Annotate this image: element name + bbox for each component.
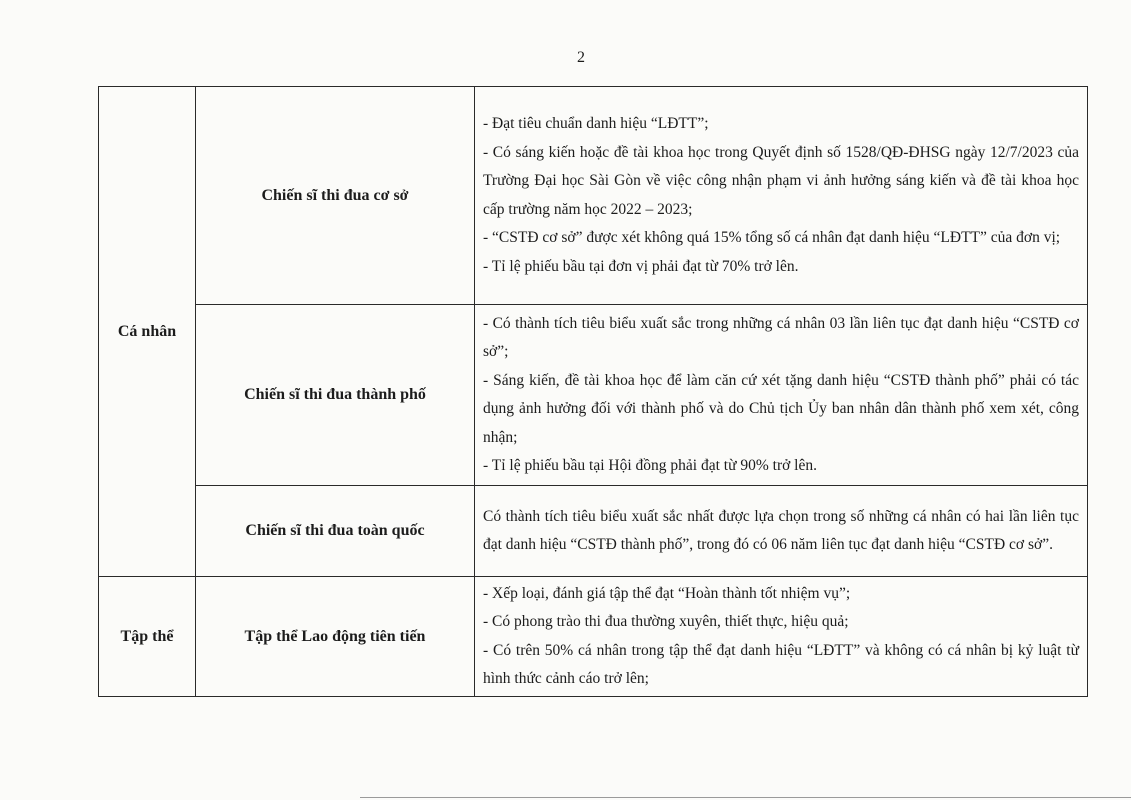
award-title: Tập thể Lao động tiên tiến	[196, 577, 475, 697]
criteria-table	[98, 86, 1088, 697]
criteria-item: - Xếp loại, đánh giá tập thể đạt “Hoàn thành tốt nhiệm vụ”;	[483, 584, 851, 602]
criteria-cell	[475, 87, 1088, 305]
page-edge-divider	[360, 797, 1131, 798]
criteria-cell	[475, 305, 1088, 486]
award-title: Chiến sĩ thi đua cơ sở	[196, 87, 475, 305]
table-row	[99, 577, 1088, 697]
criteria-cell	[475, 577, 1088, 697]
criteria-item: Có thành tích tiêu biểu xuất sắc nhất được lựa chọn trong số những cá nhân có hai lần liên tục đạt danh hiệu “CSTĐ thành phố”, trong đó có 06 năm liên tục đạt danh hiệu “CSTĐ cơ sở”.	[483, 507, 1079, 553]
table-row	[99, 87, 1088, 305]
criteria-cell	[475, 486, 1088, 577]
criteria-item: - Có trên 50% cá nhân trong tập thể đạt danh hiệu “LĐTT” và không có cá nhân bị kỷ luật từ hình thức cảnh cáo trở lên;	[483, 641, 1079, 687]
award-title: Chiến sĩ thi đua thành phố	[196, 305, 475, 486]
award-title: Chiến sĩ thi đua toàn quốc	[196, 486, 475, 577]
category-cell: Cá nhân	[99, 87, 196, 577]
table-row	[99, 305, 1088, 486]
criteria-item: - Có sáng kiến hoặc đề tài khoa học trong Quyết định số 1528/QĐ-ĐHSG ngày 12/7/2023 của Trường Đại học Sài Gòn về việc công nhận phạm vi ảnh hưởng sáng kiến và đề tài khoa học cấp trường năm học 2022 – 2023;	[483, 143, 1079, 218]
criteria-item: - Có thành tích tiêu biểu xuất sắc trong những cá nhân 03 lần liên tục đạt danh hiệu “CSTĐ cơ sở”;	[483, 314, 1079, 360]
criteria-item: - Có phong trào thi đua thường xuyên, thiết thực, hiệu quả;	[483, 613, 849, 630]
criteria-item: - Tỉ lệ phiếu bầu tại đơn vị phải đạt từ 70% trở lên.	[483, 257, 799, 275]
page-number: 2	[577, 49, 585, 66]
table-row	[99, 486, 1088, 577]
criteria-item: - Tỉ lệ phiếu bầu tại Hội đồng phải đạt từ 90% trở lên.	[483, 457, 817, 474]
criteria-item: - Đạt tiêu chuẩn danh hiệu “LĐTT”;	[483, 115, 709, 132]
criteria-item: - “CSTĐ cơ sở” được xét không quá 15% tổng số cá nhân đạt danh hiệu “LĐTT” của đơn vị;	[483, 229, 1061, 246]
criteria-item: - Sáng kiến, đề tài khoa học để làm căn cứ xét tặng danh hiệu “CSTĐ thành phố” phải có tác dụng ảnh hưởng đối với thành phố và do Chủ tịch Ủy ban nhân dân thành phố xem xét, công nhận;	[483, 371, 1079, 446]
category-cell: Tập thể	[99, 577, 196, 697]
